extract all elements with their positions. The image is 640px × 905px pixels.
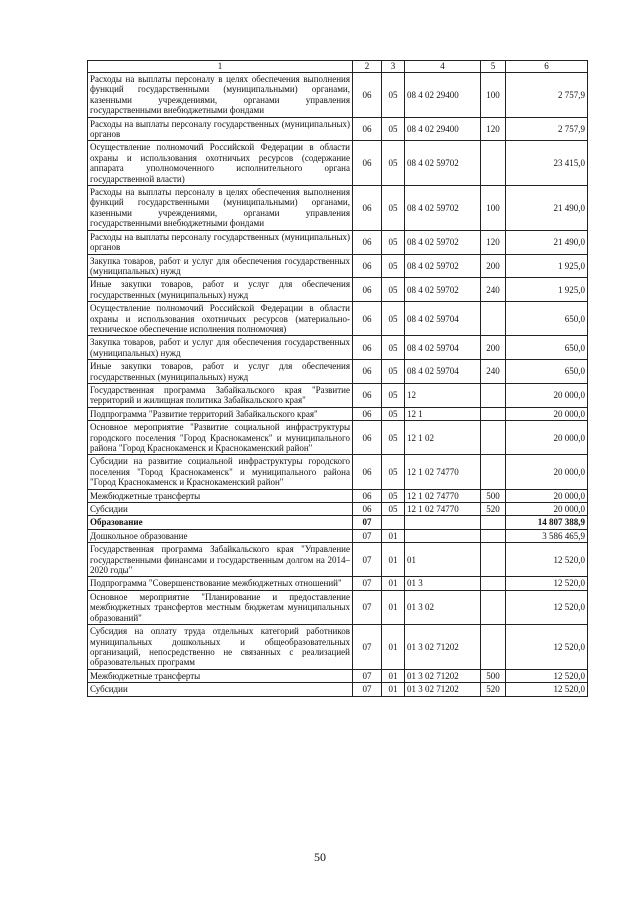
document-page [87,60,587,697]
row-target-article-cell: 01 3 02 71202 [405,669,481,682]
row-subsection-cell: 05 [382,407,405,420]
table-row [88,278,588,302]
table-row [88,543,588,577]
row-target-article-cell: 08 4 02 59702 [405,278,481,302]
row-expense-type-cell: 240 [481,278,506,302]
row-name-cell: Образование [88,516,353,529]
row-target-article-cell: 01 3 02 71202 [405,625,481,670]
row-target-article-cell [405,516,481,529]
row-subsection-cell: 01 [382,625,405,670]
row-expense-type-cell: 500 [481,669,506,682]
row-expense-type-cell [481,421,506,455]
row-subsection-cell: 05 [382,489,405,502]
row-amount-cell: 3 586 465,9 [506,529,588,542]
row-target-article-cell: 01 3 02 71202 [405,683,481,696]
table-row [88,336,588,360]
row-amount-cell: 1 925,0 [506,278,588,302]
row-target-article-cell: 01 [405,543,481,577]
row-subsection-cell [382,516,405,529]
row-amount-cell: 650,0 [506,302,588,336]
row-section-cell: 06 [353,360,382,384]
row-name-cell: Дошкольное образование [88,529,353,542]
row-expense-type-cell: 200 [481,336,506,360]
table-row [88,117,588,141]
row-target-article-cell: 12 1 [405,407,481,420]
header-cell: 3 [382,61,405,73]
row-expense-type-cell [481,383,506,407]
row-section-cell: 07 [353,669,382,682]
row-subsection-cell: 05 [382,254,405,278]
row-name-cell: Субсидии [88,503,353,516]
row-target-article-cell: 12 1 02 74770 [405,489,481,502]
row-section-cell: 06 [353,302,382,336]
row-target-article-cell: 12 1 02 74770 [405,455,481,489]
row-target-article-cell: 08 4 02 59704 [405,336,481,360]
row-section-cell: 06 [353,186,382,231]
row-amount-cell: 12 520,0 [506,577,588,590]
row-expense-type-cell [481,516,506,529]
row-amount-cell: 2 757,9 [506,117,588,141]
row-amount-cell: 21 490,0 [506,230,588,254]
table-row [88,230,588,254]
row-name-cell: Субсидии [88,683,353,696]
row-target-article-cell: 12 [405,383,481,407]
table-row [88,302,588,336]
row-target-article-cell: 08 4 02 59702 [405,230,481,254]
table-row [88,503,588,516]
row-expense-type-cell [481,455,506,489]
row-expense-type-cell [481,577,506,590]
row-subsection-cell: 01 [382,529,405,542]
row-expense-type-cell [481,407,506,420]
table-row [88,141,588,186]
row-subsection-cell: 05 [382,503,405,516]
row-name-cell: Расходы на выплаты персоналу государственных (муниципальных) органов [88,230,353,254]
row-name-cell: Закупка товаров, работ и услуг для обеспечения государственных (муниципальных) нужд [88,254,353,278]
header-cell: 6 [506,61,588,73]
row-name-cell: Государственная программа Забайкальского края "Развитие территорий и жилищная политика Забайкальского края" [88,383,353,407]
row-target-article-cell [405,529,481,542]
row-name-cell: Иные закупки товаров, работ и услуг для обеспечения государственных (муниципальных) нужд [88,278,353,302]
row-target-article-cell: 01 3 [405,577,481,590]
table-row [88,669,588,682]
row-amount-cell: 20 000,0 [506,383,588,407]
row-amount-cell: 20 000,0 [506,407,588,420]
row-subsection-cell: 01 [382,683,405,696]
row-target-article-cell: 08 4 02 59702 [405,254,481,278]
row-amount-cell: 12 520,0 [506,683,588,696]
row-subsection-cell: 01 [382,543,405,577]
table-row [88,590,588,624]
row-amount-cell: 12 520,0 [506,669,588,682]
row-target-article-cell: 08 4 02 59704 [405,360,481,384]
row-name-cell: Осуществление полномочий Российской Федерации в области охраны и использования охотничьих ресурсов (материально-техническое обеспечение исполнения полномочия) [88,302,353,336]
row-section-cell: 06 [353,230,382,254]
row-subsection-cell: 05 [382,336,405,360]
row-section-cell: 07 [353,683,382,696]
row-target-article-cell: 08 4 02 29400 [405,73,481,118]
row-expense-type-cell: 500 [481,489,506,502]
row-section-cell: 06 [353,455,382,489]
row-expense-type-cell [481,302,506,336]
row-name-cell: Иные закупки товаров, работ и услуг для обеспечения государственных (муниципальных) нужд [88,360,353,384]
row-amount-cell: 650,0 [506,360,588,384]
row-amount-cell: 20 000,0 [506,503,588,516]
row-subsection-cell: 05 [382,278,405,302]
row-subsection-cell: 05 [382,383,405,407]
row-subsection-cell: 01 [382,669,405,682]
row-subsection-cell: 01 [382,590,405,624]
row-section-cell: 07 [353,529,382,542]
table-row [88,186,588,231]
row-amount-cell: 20 000,0 [506,455,588,489]
row-expense-type-cell: 200 [481,254,506,278]
table-row [88,625,588,670]
row-target-article-cell: 12 1 02 [405,421,481,455]
row-expense-type-cell: 100 [481,186,506,231]
row-amount-cell: 14 807 388,9 [506,516,588,529]
row-amount-cell: 12 520,0 [506,590,588,624]
row-name-cell: Осуществление полномочий Российской Федерации в области охраны и использования охотничьих ресурсов (содержание аппарата уполномоченного исполнительного органа государственной власти) [88,141,353,186]
row-subsection-cell: 05 [382,141,405,186]
table-row [88,421,588,455]
row-expense-type-cell: 240 [481,360,506,384]
row-expense-type-cell: 520 [481,503,506,516]
row-target-article-cell: 08 4 02 59702 [405,141,481,186]
row-section-cell: 06 [353,503,382,516]
row-expense-type-cell [481,141,506,186]
table-row [88,360,588,384]
row-section-cell: 06 [353,141,382,186]
row-section-cell: 06 [353,117,382,141]
table-row [88,254,588,278]
row-target-article-cell: 12 1 02 74770 [405,503,481,516]
table-body [88,73,588,697]
row-section-cell: 06 [353,489,382,502]
row-expense-type-cell: 520 [481,683,506,696]
row-name-cell: Расходы на выплаты персоналу в целях обеспечения выполнения функций государственными (муниципальными) органами, казенными учреждениями, органами управления государственными внебюджетными фондами [88,186,353,231]
row-section-cell: 06 [353,383,382,407]
row-amount-cell: 1 925,0 [506,254,588,278]
row-section-cell: 06 [353,73,382,118]
row-section-cell: 06 [353,407,382,420]
row-amount-cell: 20 000,0 [506,489,588,502]
table-row [88,529,588,542]
row-expense-type-cell: 100 [481,73,506,118]
row-name-cell: Основное мероприятие "Планирование и предоставление межбюджетных трансфертов местным бюджетам муниципальных образований" [88,590,353,624]
row-subsection-cell: 01 [382,577,405,590]
row-name-cell: Закупка товаров, работ и услуг для обеспечения государственных (муниципальных) нужд [88,336,353,360]
table-row [88,516,588,529]
row-section-cell: 06 [353,254,382,278]
table-row [88,73,588,118]
row-name-cell: Субсидия на оплату труда отдельных категорий работников муниципальных дошкольных и общеобразовательных организаций, непосредственно не связанных с реализацией образовательных программ [88,625,353,670]
header-row [88,61,588,73]
row-amount-cell: 650,0 [506,336,588,360]
row-target-article-cell: 08 4 02 59702 [405,186,481,231]
row-amount-cell: 21 490,0 [506,186,588,231]
row-expense-type-cell: 120 [481,117,506,141]
row-amount-cell: 20 000,0 [506,421,588,455]
row-section-cell: 06 [353,421,382,455]
header-cell: 5 [481,61,506,73]
row-section-cell: 07 [353,543,382,577]
row-name-cell: Субсидии на развитие социальной инфраструктуры городского поселения "Город Краснокаменск" и муниципального района "Город Краснокаменск и Краснокаменский район" [88,455,353,489]
row-name-cell: Межбюджетные трансферты [88,669,353,682]
row-amount-cell: 23 415,0 [506,141,588,186]
budget-table [87,60,588,697]
row-target-article-cell: 08 4 02 29400 [405,117,481,141]
row-name-cell: Расходы на выплаты персоналу государственных (муниципальных) органов [88,117,353,141]
table-row [88,577,588,590]
row-name-cell: Подпрограмма "Развитие территорий Забайкальского края" [88,407,353,420]
row-section-cell: 06 [353,278,382,302]
row-name-cell: Основное мероприятие "Развитие социальной инфраструктуры городского поселения "Город Краснокаменск" и муниципального района "Город Краснокаменск и Краснокаменский район" [88,421,353,455]
row-name-cell: Межбюджетные трансферты [88,489,353,502]
header-cell: 1 [88,61,353,73]
row-expense-type-cell [481,625,506,670]
page-number: 50 [314,850,326,864]
header-cell: 4 [405,61,481,73]
row-amount-cell: 12 520,0 [506,625,588,670]
row-subsection-cell: 05 [382,302,405,336]
table-row [88,455,588,489]
row-expense-type-cell [481,590,506,624]
row-name-cell: Государственная программа Забайкальского края "Управление государственными финансами и государственным долгом на 2014–2020 годы" [88,543,353,577]
row-subsection-cell: 05 [382,186,405,231]
row-expense-type-cell: 120 [481,230,506,254]
row-expense-type-cell [481,529,506,542]
row-amount-cell: 2 757,9 [506,73,588,118]
table-row [88,489,588,502]
header-cell: 2 [353,61,382,73]
row-subsection-cell: 05 [382,73,405,118]
row-section-cell: 07 [353,590,382,624]
row-name-cell: Расходы на выплаты персоналу в целях обеспечения выполнения функций государственными (муниципальными) органами, казенными учреждениями, органами управления государственными внебюджетными фондами [88,73,353,118]
row-name-cell: Подпрограмма "Совершенствование межбюджетных отношений" [88,577,353,590]
row-expense-type-cell [481,543,506,577]
row-section-cell: 07 [353,625,382,670]
table-row [88,383,588,407]
row-subsection-cell: 05 [382,117,405,141]
row-subsection-cell: 05 [382,360,405,384]
row-amount-cell: 12 520,0 [506,543,588,577]
row-subsection-cell: 05 [382,455,405,489]
row-subsection-cell: 05 [382,230,405,254]
row-section-cell: 07 [353,516,382,529]
row-subsection-cell: 05 [382,421,405,455]
row-section-cell: 07 [353,577,382,590]
row-target-article-cell: 01 3 02 [405,590,481,624]
table-row [88,407,588,420]
table-row [88,683,588,696]
row-target-article-cell: 08 4 02 59704 [405,302,481,336]
row-section-cell: 06 [353,336,382,360]
